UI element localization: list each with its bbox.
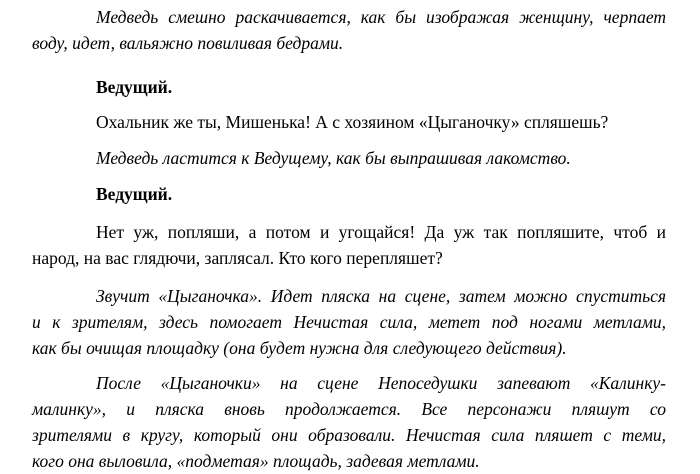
speech-paragraph [32, 219, 666, 271]
text-line: зрителями в кругу, который они образовали. Нечистая сила пляшет с теми, [32, 425, 666, 445]
speaker-name [32, 74, 666, 100]
text-line: кого она выловила, «подметая» площадь, задевая метлами. [32, 451, 480, 471]
speech-paragraph [32, 109, 666, 135]
stage-direction-paragraph [32, 4, 666, 56]
text-line: как бы очищая площадку (она будет нужна для следующего действия). [32, 338, 567, 358]
stage-direction-paragraph [32, 145, 666, 171]
text-line: и к зрителям, здесь помогает Нечистая сила, метет под ногами метлами, [32, 312, 666, 332]
text-line: народ, на вас глядючи, заплясал. Кто кого перепляшет? [32, 248, 443, 268]
text-line: малинку», и пляска вновь продолжается. Все персонажи пляшут со [32, 399, 666, 419]
text-line: Охальник же ты, Мишенька! А с хозяином «Цыганочку» спляшешь? [96, 112, 609, 132]
speaker-label: Ведущий. [96, 184, 173, 204]
stage-direction-paragraph [32, 283, 666, 361]
text-line: Медведь смешно раскачивается, как бы изображая женщину, черпает [96, 7, 666, 27]
text-line: воду, идет, вальяжно повиливая бедрами. [32, 33, 344, 53]
speaker-label: Ведущий. [96, 77, 173, 97]
speaker-name [32, 181, 666, 207]
text-line: Звучит «Цыганочка». Идет пляска на сцене, затем можно спуститься [96, 286, 666, 306]
text-line: После «Цыганочки» на сцене Непоседушки запевают «Калинку- [96, 373, 666, 393]
text-line: Нет уж, попляши, а потом и угощайся! Да уж так попляшите, чтоб и [96, 222, 666, 242]
stage-direction-paragraph [32, 370, 666, 474]
text-line: Медведь ластится к Ведущему, как бы выпрашивая лакомство. [96, 148, 571, 168]
